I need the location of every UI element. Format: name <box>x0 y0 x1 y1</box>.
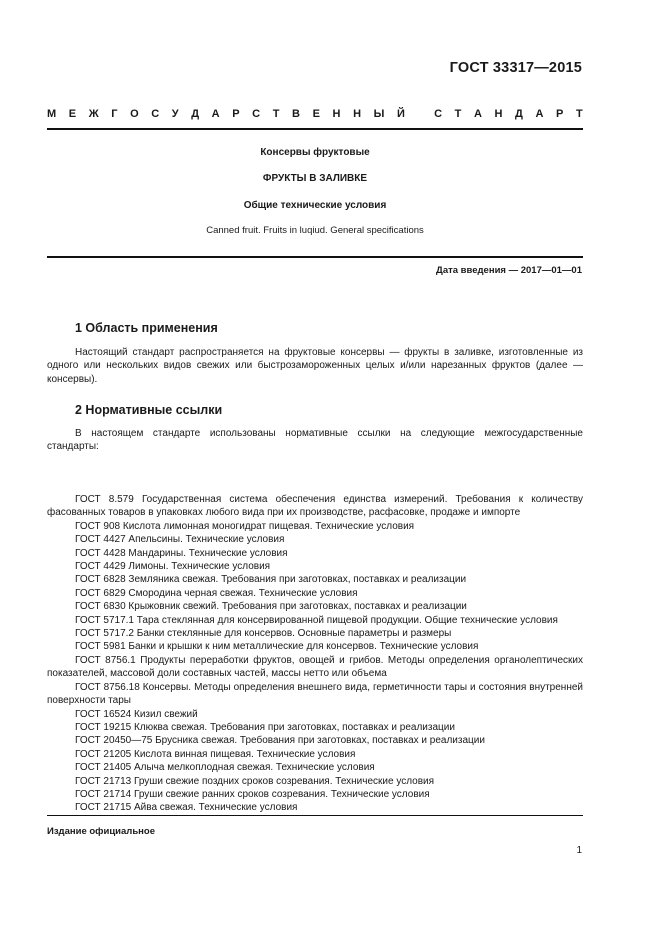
banner-letter: Ж <box>88 108 99 120</box>
banner-letter: Е <box>312 108 320 120</box>
document-code: ГОСТ 33317—2015 <box>449 60 582 76</box>
reference-item <box>47 748 583 761</box>
banner-letter: Р <box>556 108 564 120</box>
reference-item <box>47 721 583 734</box>
banner-letter: С <box>151 108 160 120</box>
reference-text: ГОСТ 19215 Клюква свежая. Требования при заготовках, поставках и реализации <box>75 721 455 733</box>
banner-letter: Ы <box>373 108 385 120</box>
banner-letter: Д <box>191 108 200 120</box>
banner-letter: Н <box>353 108 362 120</box>
reference-item <box>47 801 583 814</box>
banner-letter: А <box>473 108 482 120</box>
banner-letter: А <box>211 108 220 120</box>
reference-item <box>47 640 583 653</box>
reference-text: ГОСТ 21714 Груши свежие ранних сроков созревания. Технические условия <box>75 788 430 800</box>
reference-text: ГОСТ 20450—75 Брусника свежая. Требования при заготовках, поставках и реализации <box>75 735 485 747</box>
reference-text: ГОСТ 5717.2 Банки стеклянные для консервов. Основные параметры и размеры <box>75 628 452 640</box>
section-1-title: 1 Область применения <box>75 321 218 335</box>
reference-item <box>47 600 583 613</box>
title-divider <box>47 256 583 258</box>
banner-letter: Е <box>68 108 77 120</box>
banner-letter: Д <box>515 108 523 120</box>
reference-item <box>47 547 583 560</box>
reference-text: ГОСТ 21713 Груши свежие поздних сроков созревания. Технические условия <box>75 775 435 787</box>
banner-letter: Г <box>111 108 118 120</box>
reference-item <box>47 614 583 627</box>
reference-item <box>47 775 583 788</box>
header-divider <box>47 128 583 130</box>
reference-text: ГОСТ 4428 Мандарины. Технические условия <box>75 547 288 559</box>
banner-letter: Р <box>232 108 240 120</box>
reference-text: ГОСТ 4427 Апельсины. Технические условия <box>75 534 285 546</box>
banner-letter: Н <box>494 108 503 120</box>
reference-text: ГОСТ 6830 Крыжовник свежий. Требования при заготовках, поставках и реализации <box>75 601 467 613</box>
document-title: ФРУКТЫ В ЗАЛИВКЕ <box>262 173 368 184</box>
reference-text: ГОСТ 908 Кислота лимонная моногидрат пищевая. Технические условия <box>75 520 415 532</box>
banner-letter: М <box>47 108 57 120</box>
banner-letter: Н <box>332 108 341 120</box>
reference-text: ГОСТ 21715 Айва свежая. Технические условия <box>75 802 298 814</box>
document-subtitle: Консервы фруктовые <box>260 147 370 158</box>
banner-letter: У <box>171 108 179 120</box>
banner-letter: Т <box>575 108 583 120</box>
reference-item <box>47 493 583 520</box>
reference-item <box>47 761 583 774</box>
reference-text: ГОСТ 8756.1 Продукты переработки фруктов, овощей и грибов. Методы определения органолептических показателей, массовой доли составных частей, массы нетто или объема <box>47 654 583 680</box>
reference-text: ГОСТ 21405 Алыча мелкоплодная свежая. Технические условия <box>75 762 375 774</box>
reference-text: ГОСТ 8.579 Государственная система обеспечения единства измерений. Требования к количеству фасованных товаров в упаковках любого вида при их производстве, расфасовке, продаже и импорте <box>47 494 583 519</box>
footer-divider <box>47 815 583 816</box>
reference-text: ГОСТ 5717.1 Тара стеклянная для консервированной пищевой продукции. Общие технические условия <box>75 614 558 626</box>
reference-item <box>47 573 583 586</box>
english-title: Canned fruit. Fruits in luqiud. General specifications <box>206 225 424 236</box>
reference-item <box>47 533 583 546</box>
document-spec-title: Общие технические условия <box>243 200 387 211</box>
reference-item <box>47 654 583 681</box>
introduction-date: Дата введения — 2017—01—01 <box>436 265 582 276</box>
banner-letter: Т <box>272 108 280 120</box>
banner-letter: О <box>130 108 139 120</box>
banner-letter: В <box>292 108 300 120</box>
banner-letter: С <box>434 108 443 120</box>
reference-item <box>47 681 583 708</box>
section-2-intro <box>47 427 583 454</box>
normative-references-list <box>47 493 583 815</box>
reference-item <box>47 627 583 640</box>
reference-item <box>47 560 583 573</box>
banner-letter: С <box>252 108 261 120</box>
reference-text: ГОСТ 16524 Кизил свежий <box>75 708 198 720</box>
section-1-paragraph <box>47 346 583 386</box>
banner-letter: Т <box>454 108 462 120</box>
reference-item <box>47 734 583 747</box>
section-2-intro-text: В настоящем стандарте использованы нормативные ссылки на следующие межгосударственные стандарты: <box>47 428 583 453</box>
reference-text: ГОСТ 21205 Кислота винная пищевая. Технические условия <box>75 748 356 760</box>
interstate-standard-banner <box>47 108 583 120</box>
reference-item <box>47 587 583 600</box>
banner-letter: Й <box>396 108 405 120</box>
official-edition-label: Издание официальное <box>47 826 155 837</box>
reference-text: ГОСТ 8756.18 Консервы. Методы определения внешнего вида, герметичности тары и состояния внутренней поверхности тары <box>47 681 583 707</box>
section-2-title: 2 Нормативные ссылки <box>75 403 223 417</box>
section-1-text: Настоящий стандарт распространяется на фруктовые консервы — фрукты в заливке, изготовленные из одного или нескольких видов свежих или быстрозамороженных целых и/или нарезанных фруктов (далее — консервы). <box>47 347 583 385</box>
reference-item <box>47 788 583 801</box>
banner-letter: А <box>535 108 544 120</box>
reference-text: ГОСТ 4429 Лимоны. Технические условия <box>75 561 271 573</box>
reference-item <box>47 520 583 533</box>
banner-gap <box>417 108 421 120</box>
reference-text: ГОСТ 5981 Банки и крышки к ним металлические для консервов. Технические условия <box>75 641 479 653</box>
reference-item <box>47 708 583 721</box>
reference-text: ГОСТ 6829 Смородина черная свежая. Технические условия <box>75 587 358 599</box>
page-number: 1 <box>576 845 582 856</box>
reference-text: ГОСТ 6828 Земляника свежая. Требования при заготовках, поставках и реализации <box>75 574 467 586</box>
